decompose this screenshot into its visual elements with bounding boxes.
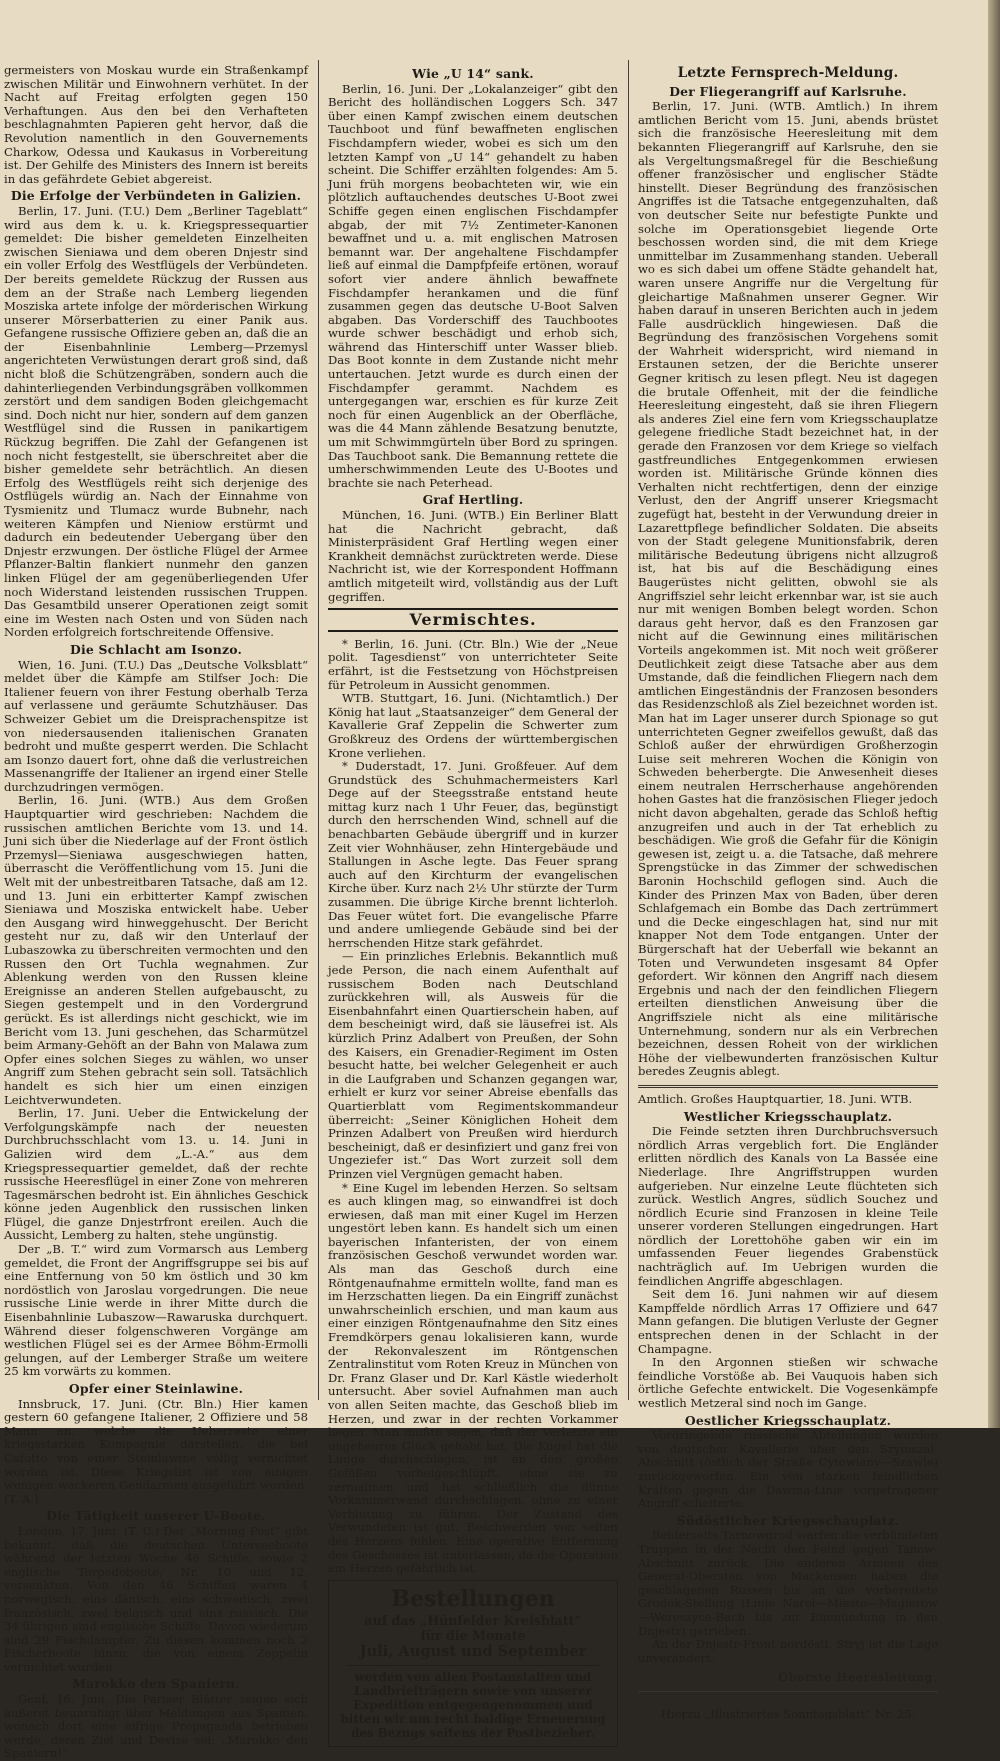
article-text: Berlin, 16. Juni. Der „Lokalanzeiger“ gibt den Bericht des holländischen Loggers Sch. 347 über einen Kampf zwischen einem deutschen Tauchboot und fünf bewaffneten englischen Fischdampfern wieder, wobei es sich um den letzten Kampf von „U 14“ gehandelt zu haben scheint. Die Schiffer erzählten folgendes: Am 5. Juni früh morgens beobachteten wir, wie ein plötzlich auftauchendes deutsches U-Boot zwei Schiffe gegen einen englischen Fischdampfer abgab, der mit 7½ Zentimeter-Kanonen bewaffnet und u. a. mit englischen Matrosen bemannt war. Der angehaltene Fischdampfer ließ auf einmal die Dampfpfeife ertönen, worauf sofort vier andere ähnlich bewaffnete Fischdampfer herankamen und die fünf zusammen gegen das deutsche U-Boot Salven abgaben. Das Vorderschiff des Tauchbootes wurde schwer beschädigt und erhob sich, während das Hinterschiff unter Wasser blieb. Das Boot konnte in dem Zustande nicht mehr untertauchen. Jetzt wurde es durch einen der Fischdampfer gerammt. Nachdem es untergegangen war, erschien es für kurze Zeit noch für einen Augenblick an der Oberfläche, was die 44 Mann zählende Besatzung benutzte, um mit Schwimmgürteln über Bord zu springen. Das Tauchboot sank. Die Bemannung rettete die umherschwimmenden Leute des U-Bootes und brachte sie nach Peterhead.	[328, 81, 618, 490]
article-text: Der „B. T.“ wird zum Vormarsch aus Lemberg gemeldet, die Front der Angriffsgruppe sei bis auf eine Entfernung von 50 km östlich und 30 km nordöstlich von Jaroslau vorgedrungen. Die neue russische Linie werde in ihrer Mitte durch die Eisenbahnlinie Lubaszow—Rawaruska durchquert. Während dieser folgenschweren Vorgänge am westlichen Flügel sei es der Armee Böhm-Ermolli gelungen, auf der Lemberger Straße um weitere 25 km vorwärts zu kommen.	[4, 1242, 308, 1379]
article-text: Vordringende russische Abteilungen wurden von deutscher Kavallerie über den Szymszal-Abschnitt (östlich der Straße Cytowiany—Szawle) zurückgeworfen. Ein von starken feindlichen Kräften gegen die Dawina-Linie vorgetragener Angriff scheiterte.	[638, 1428, 938, 1511]
article-text: Berlin, 16. Juni. (WTB.) Aus dem Großen Hauptquartier wird geschrieben: Nachdem die russischen amtlichen Berichte vom 13. und 14. Juni sich über die Niederlage auf der Front östlich Przemysl—Sieniawa ausgeschwiegen hatten, überrascht die Veröffentlichung vom 15. Juni die Welt mit der unbestreitbaren Tatsache, daß am 12. und 13. Juni ein erbitterter Kampf zwischen Sieniawa und Mosziska entwickelt habe. Ueber den Ausgang wird hinweggehuscht. Der Bericht gesteht nur zu, daß wir den Unterlauf der Lubaszowka zu überschreiten vermochten und den Russen den Ort Tuchla wegnahmen. Zur Ablenkung werden von den Russen kleine Ereignisse an anderen Stellen aufgebauscht, zu Siegen gestempelt und in den Vordergrund gerückt. Es ist allerdings nicht geschickt, wie im Bericht vom 13. Juni geschehen, das Scharmützel beim Armany-Gehöft an der Bahn von Malawa zum Opfer eines solchen Sieges zu wählen, wo unser Angriff zum Stehen gebracht sein soll. Tatsächlich handelt es sich hier um einen einzigen Leichtverwundeten.	[4, 793, 308, 1107]
divider	[638, 1691, 938, 1692]
article-heading: Die Tätigkeit unserer U-Boote.	[46, 1508, 266, 1524]
column-right	[638, 64, 938, 1721]
article-text: germeisters von Moskau wurde ein Straßenkampf zwischen Militär und Einwohnern verhütet. In der Nacht auf Freitag erfolgten gegen 150 Verhaftungen. Aus den bei den Verhafteten beschlagnahmten Papieren geht hervor, daß die Revolution namentlich in den Gouvernements Charkow, Odessa und Kaukasus in Vorbereitung ist. Der Gehilfe des Ministers des Innern ist bereits in das gefährdete Gebiet abgereist.	[4, 63, 308, 186]
article-heading: Westlicher Kriegsschauplatz.	[683, 1108, 893, 1124]
article-text: Die Feinde setzten ihren Durchbruchsversuch nördlich Arras vergeblich fort. Die Engländer erlitten nördlich des Kanals von La Bassée eine Niederlage. Ihre Angriffstruppen wurden aufgerieben. Nur einzelne Leute flüchteten sich zurück. Westlich Angres, südlich Souchez und nördlich Ecurie sind Franzosen in kleine Teile unserer vorderen Stellungen eingedrungen. Hart nördlich der Lorettohöhe gaben wir ein im umfassenden Feuer liegendes Grabenstück nachträglich auf. Im Uebrigen wurden die feindlichen Angriffe abgeschlagen.	[638, 1124, 938, 1288]
article-heading: Opfer einer Steinlawine.	[68, 1381, 244, 1396]
article-text: * Eine Kugel im lebenden Herzen. So seltsam es auch klingen mag, so einwandfrei ist doch erwiesen, daß man mit einer Kugel im Herzen ungestört leben kann. Es handelt sich um einen bayerischen Infanteristen, der von einem französischen Geschoß verwundet worden war. Als man das Geschoß durch eine Röntgenaufnahme ermitteln wollte, fand man es im Herzschatten liegen. Da ein Eingriff zunächst unwahrscheinlich erschien, und man kaum aus einer einzigen Röntgenaufnahme den Sitz eines Fremdkörpers genau lokalisieren kann, wurde der Rekonvaleszent im Röntgenschen Zentralinstitut vom Roten Kreuz in München von Dr. Franz Glaser und Dr. Karl Kästle wiederholt untersucht. Aber soviel Aufnahmen man auch von allen Seiten machte, das Geschoß blieb im Herzen, und zwar in der rechten Vorkammer liegen. Man mußte sagen, daß der Verletzte ein ungeheures Glück gehabt hat. Die Kugel hat die Lunge durchschlagen, ist an den großen Gefäßen vorbeigeschlüpft, ohne sie zu zermalmen und hat schließlich die dünne Vorkammerwand durchschlagen, ohne zu einer Verblutung zu führen. Der Zustand des Verwundeten ist gut, Beschwerden von seiten des Herzens fehlen. Eine operative Entfernung des Geschosses ist unterlassen, da die Operation am Herzen gefährlich ist.	[328, 1180, 618, 1576]
article-text: Beiderseits Tarnowgrod warfen die verbündeten Truppen in der Nacht den Feind gegen Tanew-Abschnitt zurück. Die anderen Armeen des General-Obersten von Mackensen haben die geschlagenen Russen bis an die vorbereitete Grodek-Stellung (Linie Narol—Miasto—Magierow—Wereszyca-Bach bis zur Einmündung in den Dnjestr) getrieben.	[638, 1528, 938, 1638]
ad-divider	[347, 1665, 599, 1666]
article-text: London, 17. Juni. (T. U.) Der „Morning Post“ gibt bekannt, daß die deutschen Unterseeboote während der letzten Woche 46 Schiffe, sowie 2 englische Torpedoboote, Nr. 10 und 12, versenkten. Von den 46 Schiffen waren 4 norwegisch, eins dänisch, eins schwedisch, zwei französisch, zwei belgisch und eins russisch. Die 34 übrigen sind englische Schiffe. Davon wiederum sind 29 Fischdampfer. Zu diesen kommen noch 2 Fischerboote hinzu, die von einem Zeppelin vernichtet wurden.	[4, 1523, 308, 1674]
article-text: * Berlin, 16. Juni. (Ctr. Bln.) Wie der „Neue polit. Tagesdienst“ von unterrichteter Seite erfährt, ist die Festsetzung von Höchstpreisen für Petroleum in Aussicht genommen.	[328, 636, 618, 692]
headquarters-line: Amtlich. Großes Hauptquartier, 18. Juni. WTB.	[638, 1091, 913, 1106]
article-heading: Wie „U 14“ sank.	[412, 66, 534, 81]
article-heading: Die Schlacht am Isonzo.	[70, 641, 242, 657]
ad-line: für die Monate	[420, 1627, 526, 1643]
article-text: WTB. Stuttgart, 16. Juni. (Nichtamtlich.) Der König hat laut „Staatsanzeiger“ dem General der Kavallerie Graf Zeppelin die Schwerter zum Großkreuz des Ordens der württembergischen Krone verliehen.	[328, 691, 618, 760]
article-text: In den Argonnen stießen wir schwache feindliche Vorstöße ab. Bei Vauquois haben sich örtliche Gefechte entwickelt. Die Vogesenkämpfe westlich Metzeral sind noch im Gange.	[638, 1355, 938, 1410]
subscription-advertisement	[328, 1580, 618, 1747]
ad-body: werden von allen Postanstalten und Landbriefträgern sowie von unserer Expedition entgegengenommen und bitten wir um recht baldige Erneuerung des Bezugs seitens der Postbezieher.	[340, 1669, 606, 1740]
article-text: — Ein prinzliches Erlebnis. Bekanntlich muß jede Person, die nach einem Aufenthalt auf russischem Boden nach Deutschland zurückkehren will, als Ausweis für die Eisenbahnfahrt einen Quartierschein haben, auf dem bescheinigt wird, daß sie läusefrei ist. Als kürzlich Prinz Adalbert von Preußen, der Sohn des Kaisers, ein Grenadier-Regiment im Osten besucht hatte, bei welcher Gelegenheit er auch in die Laufgraben und Schanzen gegangen war, erhielt er kurz vor seiner Abreise ebenfalls das Quartierblatt vom Regimentskommandeur überreicht: „Seiner Königlichen Hoheit dem Prinzen Adalbert von Preußen wird hierdurch bescheinigt, daß er desinfiziert und ganz frei von Ungeziefer ist.“ Das Wort zurzeit soll dem Prinzen viel Vergnügen gemacht haben.	[328, 949, 618, 1181]
article-heading: Marokko den Spaniern.	[72, 1676, 240, 1692]
article-text: Seit dem 16. Juni nahmen wir auf diesem Kampffelde nördlich Arras 17 Offiziere und 647 Mann gefangen. Die blutigen Verluste der Gegner entsprechen denen in der Schlacht in der Champagne.	[638, 1287, 938, 1356]
article-text: Berlin, 17. Juni. (WTB. Amtlich.) In ihrem amtlichen Bericht vom 15. Juni, abends brüstet sich die französische Heeresleitung mit dem bekannten Fliegerangriff auf Karlsruhe, den sie als Vergeltungsmaßregel für die Beschießung offener französischer und englischer Städte hinstellt. Dieser Begründung des französischen Angriffes ist die Tatsache entgegenzuhalten, daß von deutscher Seite nur befestigte Punkte und solche im Operationsgebiet liegende Orte beschossen worden sind, die mit dem Kriege unmittelbar im Zusammenhang standen. Ueberall wo es sich dabei um offene Städte gehandelt hat, waren unsere Angriffe nur die Vergeltung für gleichartige Maßnahmen unserer Gegner. Wir haben darauf in unseren Berichten auch in jedem Falle ausdrücklich hingewiesen. Daß die Begründung des französischen Vorgehens somit der Wahrheit widerspricht, wird niemand in Erstaunen setzen, der die Berichte unserer Gegner kritisch zu lesen pflegt. Neu ist dagegen die brutale Offenheit, mit der die feindliche Heeresleitung eingesteht, daß sie ihren Fliegern als anderes Ziel eine fern vom Kriegsschauplatze gelegene friedliche Stadt bezeichnet hat, in der gerade den Franzosen vor dem Kriege so vielfach gastfreundliches Entgegenkommen erwiesen worden ist. Militärische Gründe können dies Verhalten nicht rechtfertigen, denn der einzige Verlust, den der Angriff unserer Kriegsmacht zugefügt hat, besteht in der Verwundung dreier in Lazarettpflege befindlicher Soldaten. Die abseits von der Stadt gelegene Munitionsfabrik, deren militärische Bedeutung übrigens nicht allzugroß ist, hat bis auf die Beschädigung eines Baugerüstes nicht gelitten, obwohl sie als Angriffsziel sehr leicht erkennbar war, ist sie auch nur mit wenigen Bomben belegt worden. Schon daraus geht hervor, daß es den Franzosen gar nicht auf die Gewinnung eines militärischen Vorteils angekommen ist. Mit noch weit größerer Deutlichkeit zeigt diese Tatsache aber aus dem Umstande, daß die feindlichen Fliegern nach dem amtlichen Eingeständnis der Franzosen besonders das Residenzschloß als Ziel bezeichnet worden ist. Man hat im Lager unserer durch Spionage so gut unterrichteten Gegner zweifellos gewußt, daß das Schloß außer der ehrwürdigen Großherzogin Luise seit mehreren Wochen die Königin von Schweden beherbergte. Die Anwesenheit dieses einem neutralen Herrscherhause angehörenden hohen Gastes hat die französischen Flieger jedoch nicht davon abgehalten, gerade das Schloß heftig anzugreifen und auch in der Tat erheblich zu beschädigen. Wie groß die Gefahr für die Königin gewesen ist, zeigt u. a. die Tatsache, daß mehrere Sprengstücke in das Zimmer der schwedischen Baronin Hochschild geflogen sind. Auch die Kinder des Prinzen Max von Baden, über deren Schlafgemach ein Bombe das Dach zertrümmert und die Decke eingeschlagen hat, sind nur mit knapper Not dem Tode entgangen. Unter der Bürgerschaft hat der Ueberfall wie bekannt an Toten und Verwundeten insgesamt 84 Opfer gefordert. Wir können den Angriff nach diesem Ergebnis und nach der den feindlichen Fliegern erteilten dienstlichen Anweisung über die Angriffsziele nicht als eine militärische Unternehmung, sondern nur als ein Verbrechen bezeichnen, dessen Roheit von der wirklichen Höhe der vielbewunderten französischen Kultur beredes Zeugnis ablegt.	[638, 99, 938, 1079]
column-divider	[318, 60, 319, 1400]
supplement-note: Hierzu „Illustriertes Sonntagsblatt“ Nr. 25.	[660, 1706, 916, 1721]
article-text: Berlin, 17. Juni. (T.U.) Dem „Berliner Tageblatt“ wird aus dem k. u. k. Kriegspressequartier gemeldet: Die bisher gemeldeten Einzelheiten zwischen Sieniawa und dem oberen Dnjestr sind ein voller Erfolg des Westflügels der Verbündeten. Der bereits gemeldete Rückzug der Russen aus dem an der Straße nach Lemberg liegenden Mosziska artete infolge der mörderischen Wirkung unserer Mörserbatterien zu einer Panik aus. Gefangene russische Offiziere geben an, daß die an der Eisenbahnlinie Lemberg—Przemysl angerichteten Verwüstungen derart groß sind, daß nicht bloß die Schützengräben, sondern auch die dahinterliegenden Verbindungsgräben vollkommen zerstört und dem sandigen Boden gleichgemacht sind. Doch nicht nur hier, sondern auf dem ganzen Westflügel sind die Russen in panikartigem Rückzug begriffen. Die Zahl der Gefangenen ist noch nicht festgestellt, sie überschreitet aber die bisher gemeldete sehr beträchtlich. An diesen Erfolg des Westflügels reiht sich derjenige des Ostflügels würdig an. Nach der Einnahme von Tysmienitz und Tlumacz wurde Bubnehr, nach weiteren Kämpfen und Nieniow erstürmt und dadurch ein bedeutender Uebergang über den Dnjestr erzwungen. Der östliche Flügel der Armee Pflanzer-Baltin flankiert nunmehr den ganzen linken Flügel der am gegenüberliegenden Ufer noch Widerstand leistenden russischen Truppen. Das Gesamtbild unserer Operationen zeigt somit eine im Westen nach Osten und von Süden nach Norden erfolgreich fortschreitende Offensive.	[4, 203, 308, 640]
article-text: Genf, 16. Juni. Die Pariser Blätter zeigen sich äußerst beunruhigt über Meldungen aus Spanien, wonach dort eine eifrige Propaganda betrieben werde, deren Ziel und Devise sei: „Marokko den Spaniern!“	[4, 1692, 308, 1761]
article-text: An der Dnjestr-Front nordöstl. Stryj ist die Lage unverändert.	[638, 1637, 938, 1665]
divider	[638, 1085, 938, 1088]
article-heading: Graf Hertling.	[422, 492, 524, 508]
section-title: Letzte Fernsprech-Meldung.	[677, 65, 899, 81]
signature: Oberste Heeresleitung.	[778, 1670, 938, 1685]
article-text: Wien, 16. Juni. (T.U.) Das „Deutsche Volksblatt“ meldet über die Kämpfe am Stilfser Joch: Die Italiener feuern von ihrer Festung oberhalb Terza auf verlassene und geräumte Schutzhäuser. Das Schweizer Gebiet um die Dreisprachenspitze ist von niedersausenden italienischen Granaten bedroht und mußte gesperrt werden. Die Schlacht am Isonzo dauert fort, ohne daß die verlustreichen Massenangriffe der Italiener an irgend einer Stelle durchzudringen vermögen.	[4, 657, 308, 794]
column-left	[4, 63, 308, 1761]
article-heading: Südöstlicher Kriegsschauplatz.	[676, 1512, 900, 1528]
article-text: Innsbruck, 17. Juni. (Ctr. Bln.) Hier kamen gestern 60 gefangene Italiener, 2 Offiziere und 58 Mann an, welche die Ueberreste einer kriegsstarken Kompagnie darstellen, die bei Cafotto von einer Steinlawine völlig vernichtet worden ist. Diese Kriegslist ist von einigen wenigen wackeren Gendarmen ausgeführt worden. (T. A.)	[4, 1396, 308, 1506]
ad-months: Juli, August und September	[359, 1642, 587, 1660]
column-middle	[328, 64, 618, 1740]
ad-line: auf das „Hünfelder Kreisblatt“	[364, 1612, 582, 1628]
article-heading: Die Erfolge der Verbündeten in Galizien.	[10, 188, 302, 204]
ad-title: Bestellungen	[391, 1585, 555, 1612]
column-divider	[628, 60, 629, 1400]
article-text: Berlin, 17. Juni. Ueber die Entwickelung der Verfolgungskämpfe nach der neuesten Durchbruchsschlacht vom 13. u. 14. Juni in Galizien wird dem „L.-A.“ aus dem Kriegspressequartier gemeldet, daß der rechte russische Heeresflügel in einer Zone von mehreren Tagesmärschen bedroht ist. Ein ähnliches Geschick könne jeden Augenblick den russischen linken Flügel, die ganze Dnjestrfront ereilen. Auch die Aussicht, Lemberg zu halten, stehe ungünstig.	[4, 1106, 308, 1243]
article-heading: Der Fliegerangriff auf Karlsruhe.	[669, 83, 907, 99]
article-text: * Duderstadt, 17. Juni. Großfeuer. Auf dem Grundstück des Schuhmachermeisters Karl Dege auf der Steegsstraße entstand heute mittag kurz nach 1 Uhr Feuer, das, begünstigt durch den herrschenden Wind, schnell auf die benachbarten Gebäude übergriff und in kurzer Zeit vier Wohnhäuser, zehn Hintergebäude und Stallungen in Asche legte. Das Feuer sprang auch auf den Kirchturm der evangelischen Kirche über. Kurz nach 2½ Uhr stürzte der Turm zusammen. Die übrige Kirche brennt lichterloh. Das Feuer wütet fort. Die evangelische Pfarre und andere umliegende Gebäude sind bei der herrschenden Hitze stark gefährdet.	[328, 759, 618, 950]
section-heading: Vermischtes.	[328, 608, 618, 632]
article-text: München, 16. Juni. (WTB.) Ein Berliner Blatt hat die Nachricht gebracht, daß Ministerpräsident Graf Hertling wegen einer Krankheit demnächst zurücktreten werde. Diese Nachricht ist, wie der Korrespondent Hoffmann amtlich mitgeteilt wird, vollständig aus der Luft gegriffen.	[328, 508, 618, 604]
article-heading: Oestlicher Kriegsschauplatz.	[684, 1412, 892, 1428]
